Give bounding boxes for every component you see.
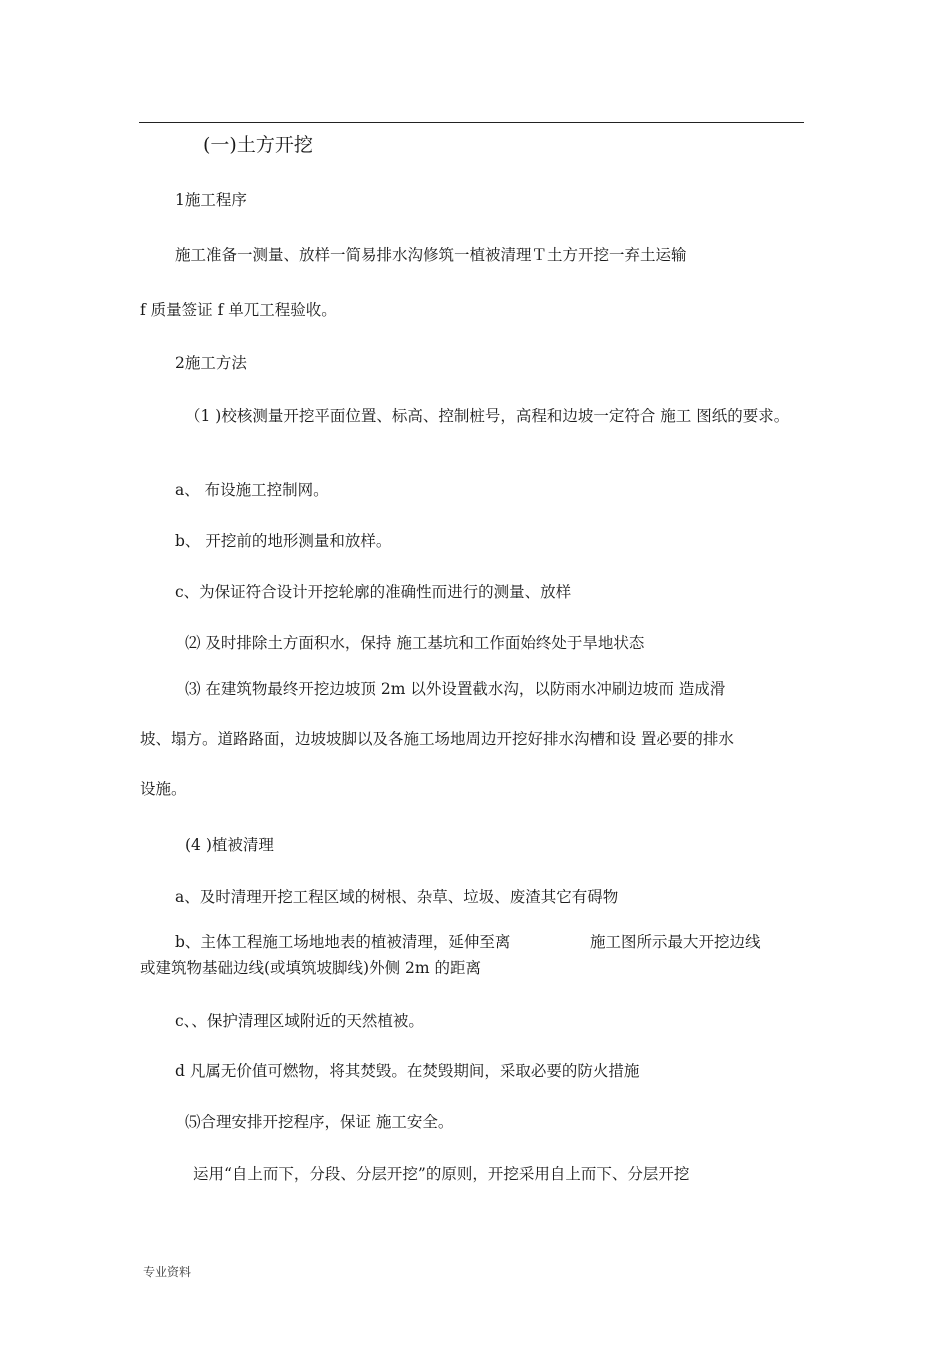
item-4d: d 凡属无价值可燃物，将其焚毁。在焚毁期间，采取必要的防火措施 xyxy=(175,1062,640,1080)
heading-procedure: 1施工程序 xyxy=(175,191,247,209)
item-3-line-1: ⑶ 在建筑物最终开挖边坡顶 2m 以外设置截水沟，以防雨水冲刷边坡而 造成滑 xyxy=(185,680,726,698)
heading-method: 2施工方法 xyxy=(175,354,247,372)
item-4c: c、、保护清理区域附近的天然植被。 xyxy=(175,1012,424,1030)
item-4-heading: (4 )植被清理 xyxy=(185,836,274,854)
item-1-paragraph: （1 )校核测量开挖平面位置、标高、控制桩号，高程和边坡一定符合 施工 图纸的要求。 xyxy=(185,407,790,425)
item-2: ⑵ 及时排除土方面积水，保持 施工基坑和工作面始终处于旱地状态 xyxy=(185,634,645,652)
item-3-line-2: 坡、塌方。道路路面，边坡坡脚以及各施工场地周边开挖好排水沟槽和设 置必要的排水 xyxy=(140,730,734,748)
item-5-text: 运用“自上而下，分段、分层开挖”的原则，开挖采用自上而下、分层开挖 xyxy=(193,1165,690,1183)
procedure-line-1: 施工准备一测量、放样一简易排水沟修筑一植被清理Ｔ土方开挖一弃土运输 xyxy=(175,246,687,264)
item-1b: b、 开挖前的地形测量和放样。 xyxy=(175,532,392,550)
item-3-line-3: 设施。 xyxy=(140,780,187,798)
item-4b-line-2: 或建筑物基础边线(或填筑坡脚线)外侧 2m 的距离 xyxy=(140,959,482,977)
item-1c: c、为保证符合设计开挖轮廓的准确性而进行的测量、放样 xyxy=(175,583,572,601)
item-4a: a、及时清理开挖工程区域的树根、杂草、垃圾、废渣其它有碍物 xyxy=(175,888,619,906)
item-1a: a、 布设施工控制网。 xyxy=(175,481,329,499)
section-title: (一)土方开挖 xyxy=(203,134,313,156)
item-5-heading: ⑸合理安排开挖程序，保证 施工安全。 xyxy=(185,1113,454,1131)
header-rule xyxy=(139,122,804,123)
item-4b-line-1a: b、主体工程施工场地地表的植被清理，延伸至离 xyxy=(175,933,511,951)
procedure-line-2: f 质量签证 f 单兀工程验收。 xyxy=(140,301,337,319)
page-footer: 专业资料 xyxy=(143,1265,192,1279)
item-4b-line-1b: 施工图所示最大开挖边线 xyxy=(590,933,761,951)
